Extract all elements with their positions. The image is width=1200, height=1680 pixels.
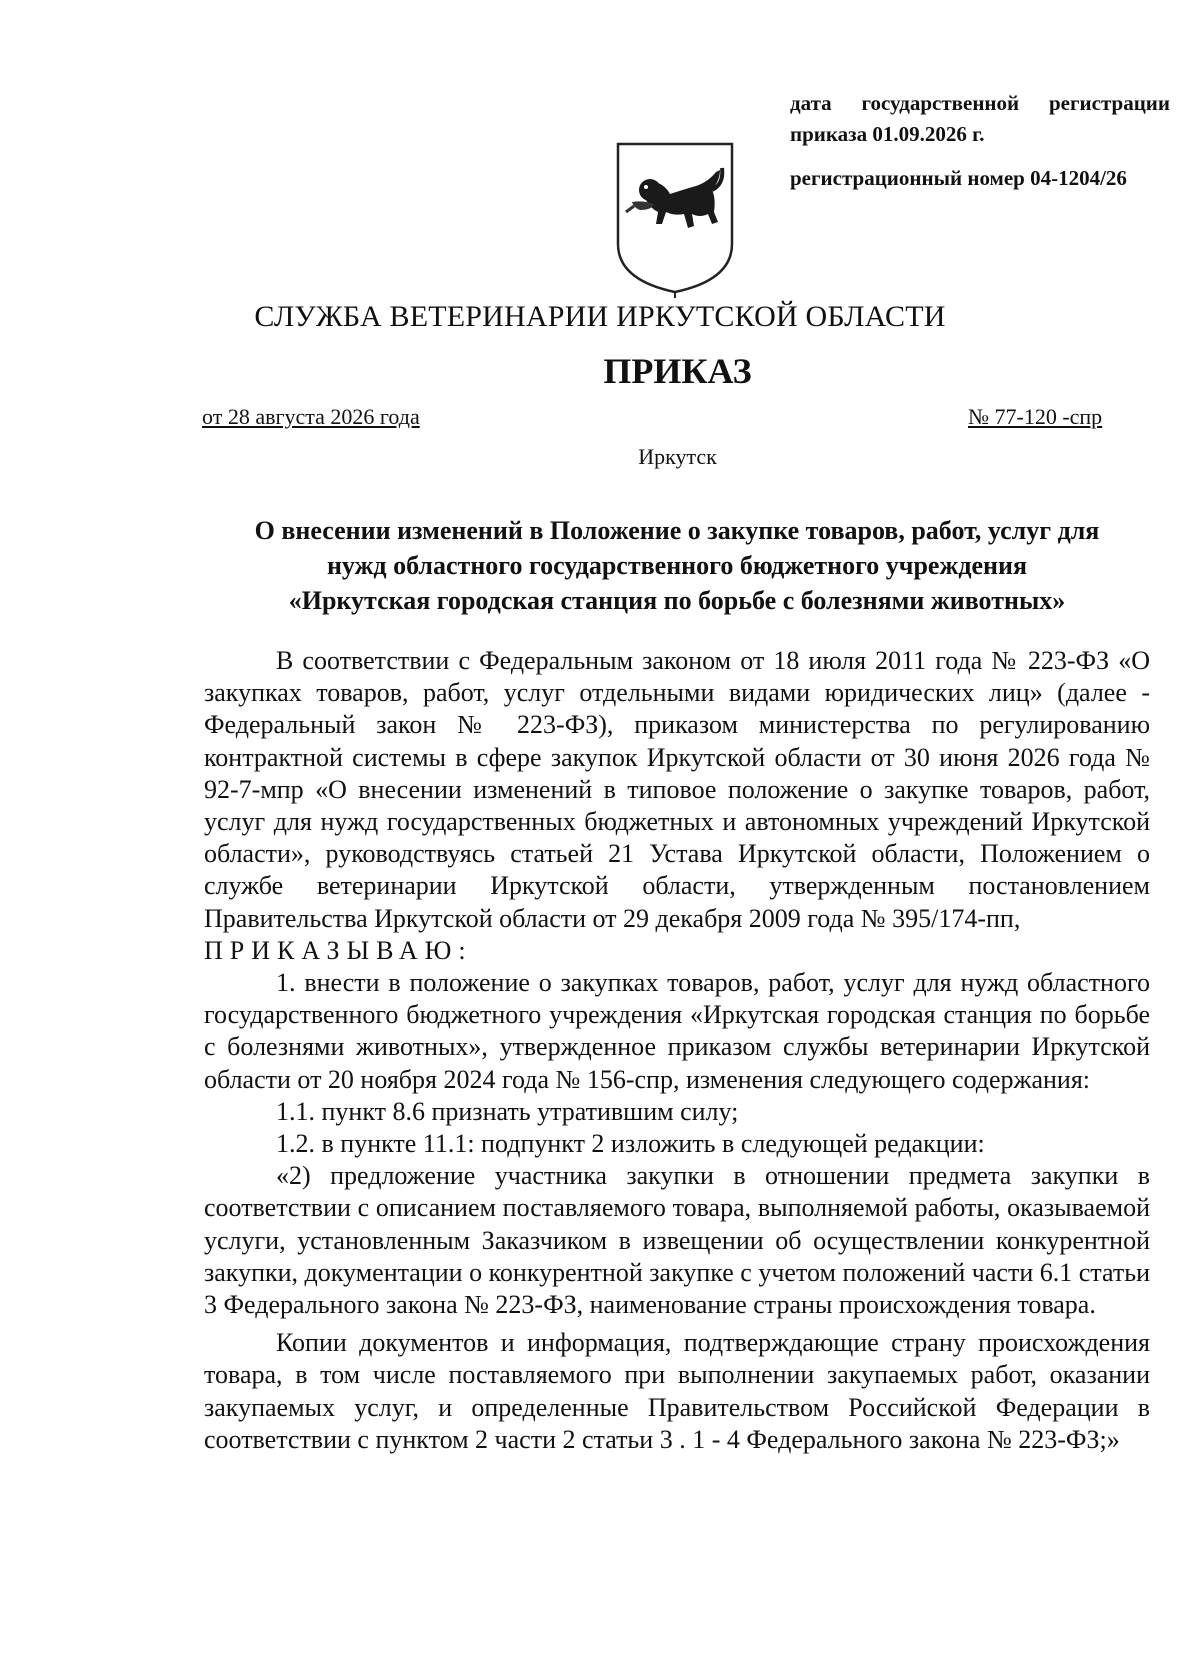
registration-word: дата (790, 91, 832, 115)
quoted-paragraph-2: Копии документов и информация, подтверждающие страну происхождения товара, в том числе поставляемого при выполнении закупаемых работ, оказании закупаемых услуг, и определенные Правительством Российской Федерации в соответствии с пунктом 2 части 2 статьи 3 . 1 - 4 Федерального закона № 223-ФЗ;» (204, 1328, 1150, 1454)
document-date: от 28 августа 2026 года (202, 404, 420, 429)
quoted-paragraph-1: «2) предложение участника закупки в отношении предмета закупки в соответствии с описанием поставляемого товара, выполняемой работы, оказываемой услуги, установленным Заказчиком в извещении об осуществлении конкурентной закупки, документации о конкурентной закупке с учетом положений части 6.1 статьи 3 Федерального закона № 223-ФЗ, наименование страны происхождения товара. (204, 1161, 1150, 1320)
registration-word: регистрации (1048, 91, 1170, 115)
item-1-1-paragraph: 1.1. пункт 8.6 признать утратившим силу; (276, 1096, 739, 1126)
registration-line-1 (790, 88, 1170, 119)
document-title (150, 513, 1200, 618)
item-1-paragraph: 1. внести в положение о закупках товаров, работ, услуг для нужд областного государственного бюджетного учреждения «Иркутская городская станция по борьбе с болезнями животных», утвержденное приказом службы ветеринарии Иркутской области от 20 ноября 2024 года № 156-спр, изменения следующего содержания: (204, 968, 1150, 1094)
title-line: «Иркутская городская станция по борьбе с болезнями животных» (288, 586, 1066, 615)
document-type: ПРИКАЗ (603, 351, 752, 391)
title-line: нужд областного государственного бюджетного учреждения (326, 551, 1028, 580)
document-number: № 77-120 -спр (968, 404, 1103, 429)
registration-stamp (790, 88, 1170, 194)
title-line: О внесении изменений в Положение о закупке товаров, работ, услуг для (254, 516, 1100, 545)
registration-word: государственной (861, 91, 1020, 115)
preamble-paragraph: В соответствии с Федеральным законом от 18 июля 2011 года № 223-ФЗ «О закупках товаров, работ, услуг отдельными видами юридических лиц» (далее - Федеральный закон № 223-ФЗ), приказом министерства по регулированию контрактной системы в сфере закупок Иркутской области от 30 июня 2026 года № 92-7-мпр «О внесении изменений в типовое положение о закупке товаров, работ, услуг для нужд государственных бюджетных и автономных учреждений Иркутской области», руководствуясь статьей 21 Устава Иркутской области, Положением о службе ветеринарии Иркутской области, утвержденным постановлением Правительства Иркутской области от 29 декабря 2009 года № 395/174-пп, (204, 646, 1150, 933)
document-city: Иркутск (638, 444, 717, 469)
decree-word: ПРИКАЗЫВАЮ: (204, 935, 473, 965)
registration-number: регистрационный номер 04-1204/26 (790, 166, 1127, 190)
document-body (204, 645, 1150, 1456)
organization-name: СЛУЖБА ВЕТЕРИНАРИИ ИРКУТСКОЙ ОБЛАСТИ (254, 300, 946, 333)
registration-date: приказа 01.09.2026 г. (790, 122, 985, 146)
item-1-2-paragraph: 1.2. в пункте 11.1: подпункт 2 изложить в следующей редакции: (276, 1129, 985, 1159)
irkutsk-coat-of-arms-icon (612, 140, 738, 298)
